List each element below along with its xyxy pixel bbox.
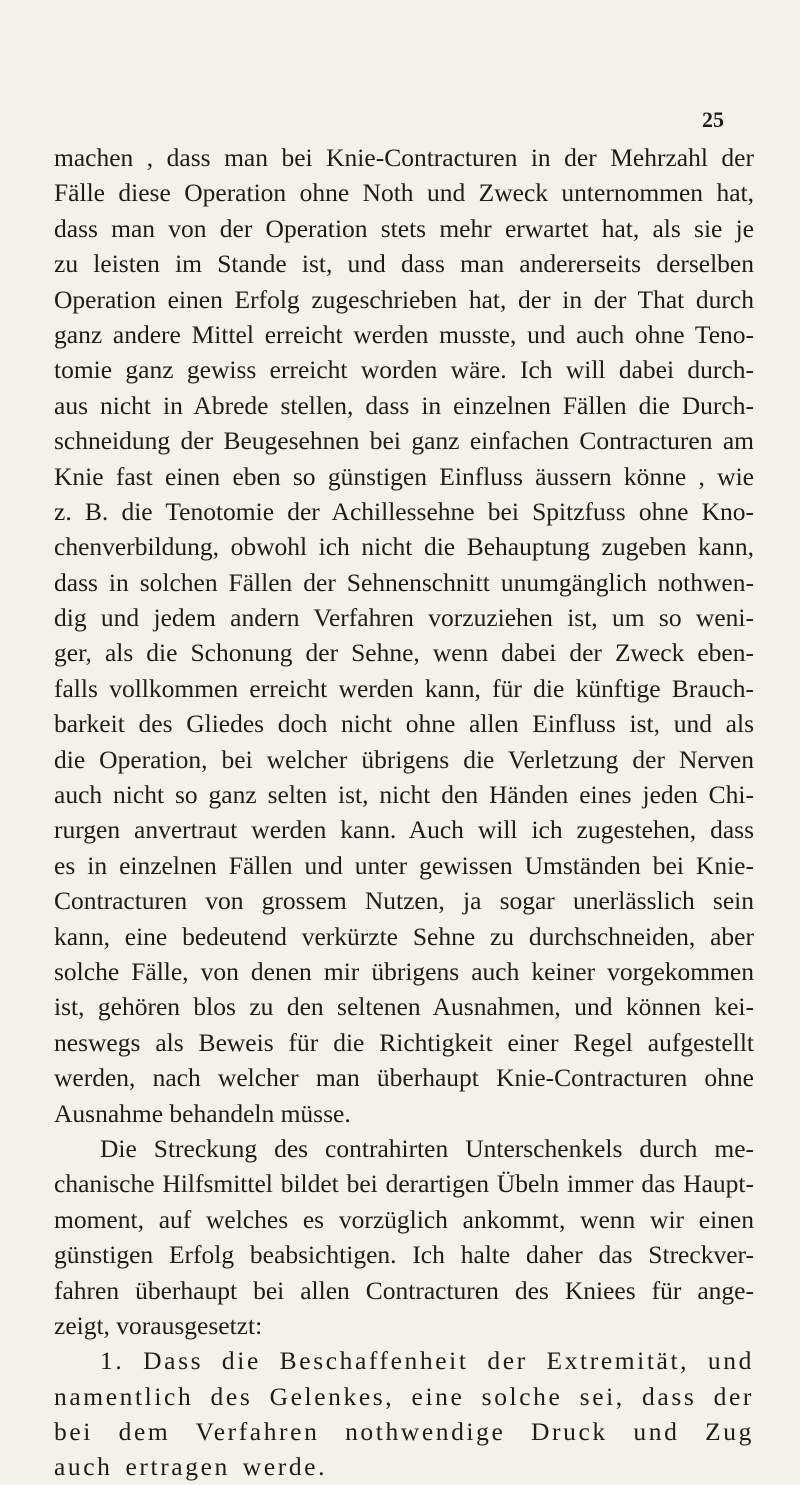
text-line: die Operation, bei welcher übrigens die Verletzung der Nerven [54, 744, 754, 774]
text-line: Ausnahme behandeln müsse. [54, 1098, 351, 1128]
text-line: werden, nach welcher man überhaupt Knie-Contracturen ohne [54, 1063, 754, 1093]
text-line: aus nicht in Abrede stellen, dass in einzelnen Fällen die Durch- [54, 390, 754, 420]
text-line: chanische Hilfsmittel bildet bei derartigen Übeln immer das Haupt- [54, 1169, 754, 1199]
text-line: bei dem Verfahren nothwendige Druck und Zug [54, 1417, 754, 1447]
text-line: chenverbildung, obwohl ich nicht die Behauptung zugeben kann, [54, 532, 754, 562]
text-line: günstigen Erfolg beabsichtigen. Ich halte daher das Streckver- [54, 1240, 754, 1270]
text-line: ger, als die Schonung der Sehne, wenn dabei der Zweck eben- [54, 638, 754, 668]
page-number: 25 [702, 107, 724, 132]
text-line: neswegs als Beweis für die Richtigkeit einer Regel aufgestellt [54, 1027, 754, 1057]
text-line: Contracturen von grossem Nutzen, ja sogar unerlässlich sein [54, 886, 754, 916]
text-line: namentlich des Gelenkes, eine solche sei, dass der [54, 1381, 754, 1411]
text-line: es in einzelnen Fällen und unter gewissen Umständen bei Knie- [54, 850, 754, 880]
text-line: 1. Dass die Beschaffenheit der Extremität, und [100, 1346, 754, 1376]
text-line: ganz andere Mittel erreicht werden musste, und auch ohne Teno- [54, 319, 754, 349]
text-line: Die Streckung des contrahirten Unterschenkels durch me- [100, 1133, 754, 1163]
text-line: falls vollkommen erreicht werden kann, für die künftige Brauch- [54, 673, 754, 703]
text-line: kann, eine bedeutend verkürzte Sehne zu durchschneiden, aber [54, 921, 754, 951]
text-line: ist, gehören blos zu den seltenen Ausnahmen, und können kei- [54, 992, 754, 1022]
text-line: Operation einen Erfolg zugeschrieben hat, der in der That durch [54, 284, 754, 314]
text-line: dass in solchen Fällen der Sehnenschnitt unumgänglich nothwen- [54, 567, 754, 597]
text-line: fahren überhaupt bei allen Contracturen des Kniees für ange- [54, 1275, 754, 1305]
text-line: machen , dass man bei Knie-Contracturen in der Mehrzahl der [54, 143, 754, 172]
body-text [54, 140, 754, 1485]
text-line: barkeit des Gliedes doch nicht ohne allen Einfluss ist, und als [54, 709, 754, 739]
text-line: z. B. die Tenotomie der Achillessehne bei Spitzfuss ohne Kno- [54, 496, 754, 526]
text-line: dass man von der Operation stets mehr erwartet hat, als sie je [54, 213, 754, 243]
text-line: moment, auf welches es vorzüglich ankommt, wenn wir einen [54, 1204, 754, 1234]
text-line: Fälle diese Operation ohne Noth und Zweck unternommen hat, [54, 178, 754, 208]
text-line: solche Fälle, von denen mir übrigens auch keiner vorgekommen [54, 956, 754, 986]
text-line: auch ertragen werde. [54, 1452, 328, 1482]
text-line: zeigt, vorausgesetzt: [54, 1310, 263, 1340]
text-line: rurgen anvertraut werden kann. Auch will ich zugestehen, dass [54, 815, 754, 845]
text-line: tomie ganz gewiss erreicht worden wäre. Ich will dabei durch- [54, 355, 754, 385]
text-line: Knie fast einen eben so günstigen Einfluss äussern könne , wie [54, 461, 754, 491]
text-line: zu leisten im Stande ist, und dass man andererseits derselben [54, 249, 754, 279]
text-line: dig und jedem andern Verfahren vorzuziehen ist, um so weni- [54, 603, 754, 633]
text-line: auch nicht so ganz selten ist, nicht den Händen eines jeden Chi- [54, 780, 754, 810]
text-line: schneidung der Beugesehnen bei ganz einfachen Contracturen am [54, 426, 754, 456]
